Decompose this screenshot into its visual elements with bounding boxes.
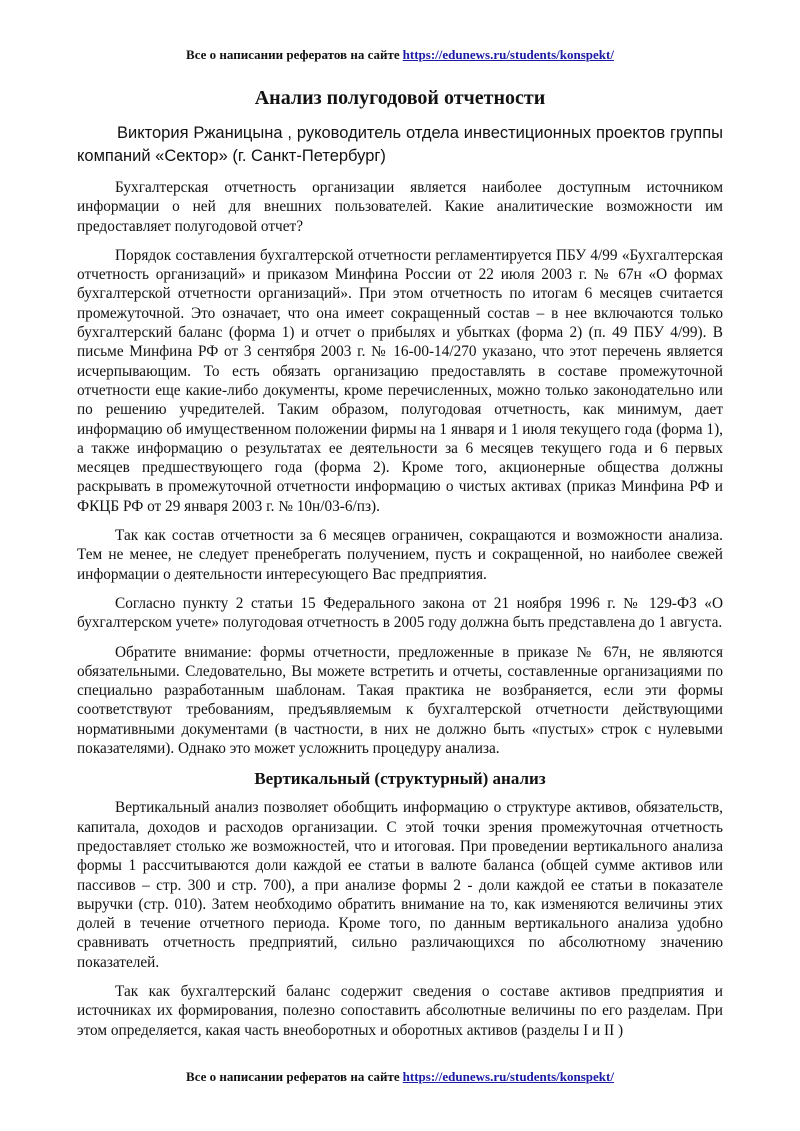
paragraph-balance: Так как бухгалтерский баланс содержит сведения о составе активов предприятия и источниках их формирования, полезно сопоставить абсолютные величины по его разделам. При этом определяется, какая часть внеоборотных и оборотных активов (разделы I и II ): [77, 982, 723, 1039]
paragraph-attention: Обратите внимание: формы отчетности, предложенные в приказе № 67н, не являются обязательными. Следовательно, Вы можете встретить и отчеты, составленные организациями по специально разработанным шаблонам. Такая практика не возбраняется, если эти формы соответствуют требованиям, предъявляемым к бухгалтерской отчетности действующими нормативными документами (в частности, в них не должно быть «пустых» строк с нулевыми показателями). Однако это может усложнить процедуру анализа.: [77, 643, 723, 758]
author-line: Виктория Ржаницына , руководитель отдела инвестиционных проектов группы компаний «Сектор» (г. Санкт-Петербург): [77, 124, 723, 165]
footer-text: Все о написании рефератов на сайте: [186, 1069, 400, 1084]
document-body: [77, 86, 723, 1050]
document-title: Анализ полугодовой отчетности: [254, 87, 546, 109]
paragraph-intro: Бухгалтерская отчетность организации является наиболее доступным источником информации о ней для внешних пользователей. Какие аналитические возможности им предоставляет полугодовой отчет?: [77, 179, 723, 235]
header-link[interactable]: https://edunews.ru/students/konspekt/: [402, 47, 614, 62]
paragraph-vertical-analysis: Вертикальный анализ позволяет обобщить информацию о структуре активов, обязательств, капитала, доходов и расходов организации. С этой точки зрения промежуточная отчетность предоставляет столько же возможностей, что и итоговая. При проведении вертикального анализа формы 1 рассчитываются доли каждой ее статьи в валюте баланса (общей сумме активов или пассивов – стр. 300 и стр. 700), а при анализе формы 2 - доли каждой ее статьи в показателе выручки (стр. 010). Затем необходимо обратить внимание на то, как изменяются величины этих долей в течение отчетного периода. Кроме того, по данным вертикального анализа удобно сравнивать отчетность предприятий, сильно различающихся по абсолютному значению показателей.: [77, 799, 723, 971]
page-footer: [0, 1069, 800, 1085]
section-title: Вертикальный (структурный) анализ: [254, 769, 546, 789]
paragraph-deadline: Согласно пункту 2 статьи 15 Федерального закона от 21 ноября 1996 г. № 129-ФЗ «О бухгалтерском учете» полугодовая отчетность в 2005 году должна быть представлена до 1 августа.: [77, 594, 723, 632]
footer-link[interactable]: https://edunews.ru/students/konspekt/: [402, 1069, 614, 1084]
page-header: [0, 47, 800, 63]
paragraph-limited-scope: Так как состав отчетности за 6 месяцев ограничен, сокращаются и возможности анализа. Тем не менее, не следует пренебрегать получением, пусть и сокращенной, но наиболее свежей информации о деятельности интересующего Вас предприятия.: [77, 527, 723, 583]
paragraph-procedure: Порядок составления бухгалтерской отчетности регламентируется ПБУ 4/99 «Бухгалтерская отчетность организаций» и приказом Минфина России от 22 июля 2003 г. № 67н «О формах бухгалтерской отчетности организаций». При этом отчетность по итогам 6 месяцев считается промежуточной. Это означает, что она имеет сокращенный состав – в нее включаются только бухгалтерский баланс (форма 1) и отчет о прибылях и убытках (форма 2) (п. 49 ПБУ 4/99). В письме Минфина РФ от 3 сентября 2003 г. № 16-00-14/270 указано, что этот перечень является исчерпывающим. То есть обязать организацию предоставлять в составе промежуточной отчетности еще какие-либо документы, кроме перечисленных, можно только законодательно или по решению учредителей. Таким образом, полугодовая отчетность, как минимум, дает информацию об имущественном положении фирмы на 1 января и 1 июля текущего года (форма 1), а также информацию о результатах ее деятельности за 6 месяцев текущего года и 6 первых месяцев предшествующего года (форма 2). Кроме того, акционерные общества должны раскрывать в промежуточной отчетности информацию о чистых активах (приказ Минфина РФ и ФКЦБ РФ от 29 января 2003 г. № 10н/03-6/пз).: [77, 246, 723, 515]
header-text: Все о написании рефератов на сайте: [186, 47, 400, 62]
